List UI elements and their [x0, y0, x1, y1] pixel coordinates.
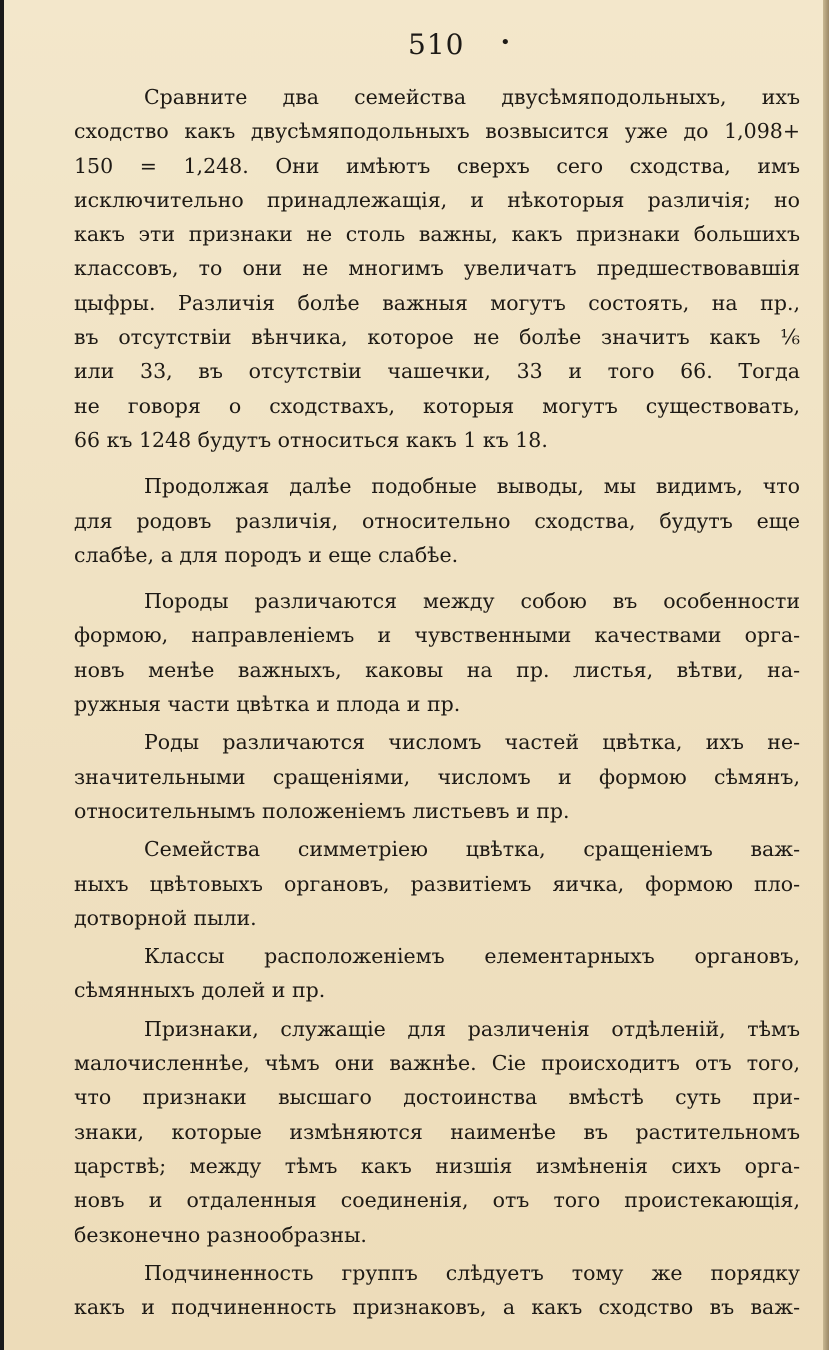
scan-left-edge — [0, 0, 4, 1350]
text-line: 66 къ 1248 будутъ относиться какъ 1 къ 18. — [74, 427, 548, 452]
text-line: ныхъ цвѣтовыхъ органовъ, развитіемъ яичка, формою пло- — [74, 871, 800, 896]
text-line: малочисленнѣе, чѣмъ они важнѣе. Сіе происходитъ отъ того, — [74, 1051, 800, 1076]
text-line: Продолжая далѣе подобные выводы, мы видимъ, что — [144, 474, 800, 499]
paragraph — [74, 584, 800, 721]
text-line: исключительно принадлежащія, и нѣкоторыя различія; но — [74, 187, 800, 212]
paragraph — [74, 469, 800, 572]
text-line: для родовъ различія, относительно сходства, будутъ еще — [74, 508, 800, 533]
paragraph — [74, 725, 800, 828]
text-line: значительными сращеніями, числомъ и формою сѣмянъ, — [74, 764, 800, 789]
text-line: цыфры. Различія болѣе важныя могутъ состоять, на пр., — [74, 290, 800, 315]
text-line: какъ и подчиненность признаковъ, а какъ сходство въ важ- — [74, 1295, 800, 1320]
text-line: что признаки высшаго достоинства вмѣстѣ суть при- — [74, 1085, 800, 1110]
text-line: 150 = 1,248. Они имѣютъ сверхъ сего сходства, имъ — [74, 153, 800, 178]
text-line: новъ менѣе важныхъ, каковы на пр. листья, вѣтви, на- — [74, 657, 800, 682]
text-line: Признаки, служащіе для различенія отдѣленій, тѣмъ — [144, 1016, 800, 1041]
text-line: Сравните два семейства двусѣмяподольныхъ, ихъ — [144, 85, 800, 109]
text-line: не говоря о сходствахъ, которыя могутъ существовать, — [74, 393, 800, 418]
text-line: новъ и отдаленныя соединенія, отъ того проистекающія, — [74, 1188, 800, 1213]
paragraph — [74, 1012, 800, 1252]
text-line: Породы различаются между собою въ особенности — [144, 589, 800, 614]
text-line: царствѣ; между тѣмъ какъ низшія измѣненія сихъ орга- — [74, 1153, 800, 1178]
page-right-edge — [823, 0, 829, 1350]
text-line: знаки, которые измѣняются наименѣе въ растительномъ — [74, 1119, 800, 1144]
text-line: сходство какъ двусѣмяподольныхъ возвысится уже до 1,098+ — [74, 119, 800, 144]
text-line: Подчиненность группъ слѣдуетъ тому же порядку — [144, 1260, 800, 1285]
text-line: Классы расположеніемъ елементарныхъ органовъ, — [144, 944, 800, 969]
body-text — [74, 80, 800, 1324]
text-line: классовъ, то они не многимъ увеличатъ предшествовавшія — [74, 256, 800, 281]
text-line: Роды различаются числомъ частей цвѣтка, ихъ не- — [144, 730, 800, 755]
page-number: 510 — [408, 28, 465, 61]
text-line: или 33, въ отсутствіи чашечки, 33 и того 66. Тогда — [74, 359, 800, 384]
text-line: формою, направленіемъ и чувственными качествами орга- — [74, 623, 800, 648]
text-line: относительнымъ положеніемъ листьевъ и пр. — [74, 798, 570, 823]
paragraph — [74, 1256, 800, 1325]
text-line: какъ эти признаки не столь важны, какъ признаки большихъ — [74, 222, 800, 247]
paragraph — [74, 939, 800, 1008]
page-mark: • — [500, 32, 511, 53]
text-line: безконечно разнообразны. — [74, 1222, 367, 1247]
paragraph — [74, 832, 800, 935]
text-line: слабѣе, а для породъ и еще слабѣе. — [74, 542, 459, 567]
paragraph — [74, 80, 800, 457]
text-line: Семейства симметріею цвѣтка, сращеніемъ важ- — [144, 837, 800, 862]
text-line: ружныя части цвѣтка и плода и пр. — [74, 692, 461, 717]
text-line: дотворной пыли. — [74, 905, 257, 930]
text-line: сѣмянныхъ долей и пр. — [74, 978, 326, 1003]
text-line: въ отсутствіи вѣнчика, которое не болѣе значитъ какъ ⅙ — [74, 325, 800, 350]
